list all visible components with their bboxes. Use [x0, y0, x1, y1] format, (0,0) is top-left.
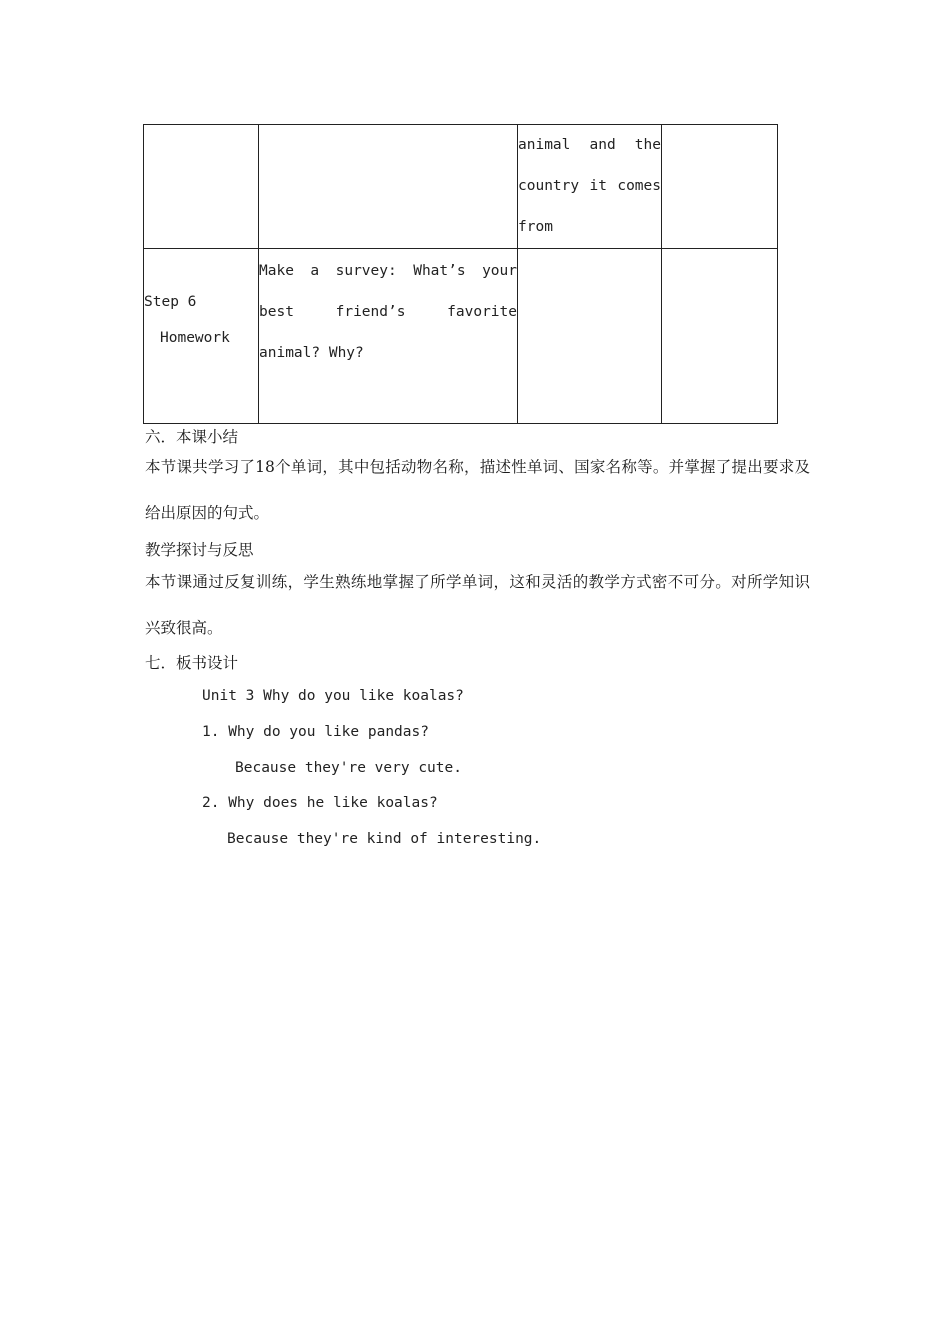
board-question-1: 1. Why do you like pandas? [202, 724, 429, 740]
table-row [144, 125, 778, 249]
board-title: Unit 3 Why do you like koalas? [202, 688, 464, 704]
lesson-steps-table [143, 124, 778, 424]
board-heading: 七．板书设计 [145, 654, 239, 672]
board-question-2: 2. Why does he like koalas? [202, 795, 438, 811]
table-cell-step [144, 249, 259, 424]
cell-line: from [518, 219, 553, 235]
summary-heading: 六．本课小结 [145, 428, 239, 446]
cell-line: animal? Why? [259, 345, 364, 361]
table-cell-purpose [518, 125, 662, 249]
table-cell-activity [259, 249, 518, 424]
summary-text: 本节课共学习了18个单词，其中包括动物名称，描述性单词、国家名称等。并掌握了提出要求及给出原因的句式。 [145, 458, 810, 522]
table-row [144, 249, 778, 424]
board-answer-2: Because they're kind of interesting. [227, 831, 542, 847]
reflection-heading: 教学探讨与反思 [145, 541, 254, 559]
table-cell-notes [662, 249, 778, 424]
board-answer-1: Because they're very cute. [235, 760, 462, 776]
cell-line: Make a survey: What’s your [259, 263, 517, 279]
table-cell-step [144, 125, 259, 249]
step-name: Homework [160, 330, 230, 346]
step-label: Step 6 [144, 294, 197, 310]
cell-line: best friend’s favorite [259, 304, 517, 320]
table-cell-notes [662, 125, 778, 249]
reflection-text: 本节课通过反复训练，学生熟练地掌握了所学单词，这和灵活的教学方式密不可分。对所学知识兴致很高。 [145, 573, 810, 637]
cell-line: country it comes [518, 178, 661, 194]
table-cell-purpose [518, 249, 662, 424]
table-cell-activity [259, 125, 518, 249]
cell-line: animal and the [518, 137, 661, 153]
